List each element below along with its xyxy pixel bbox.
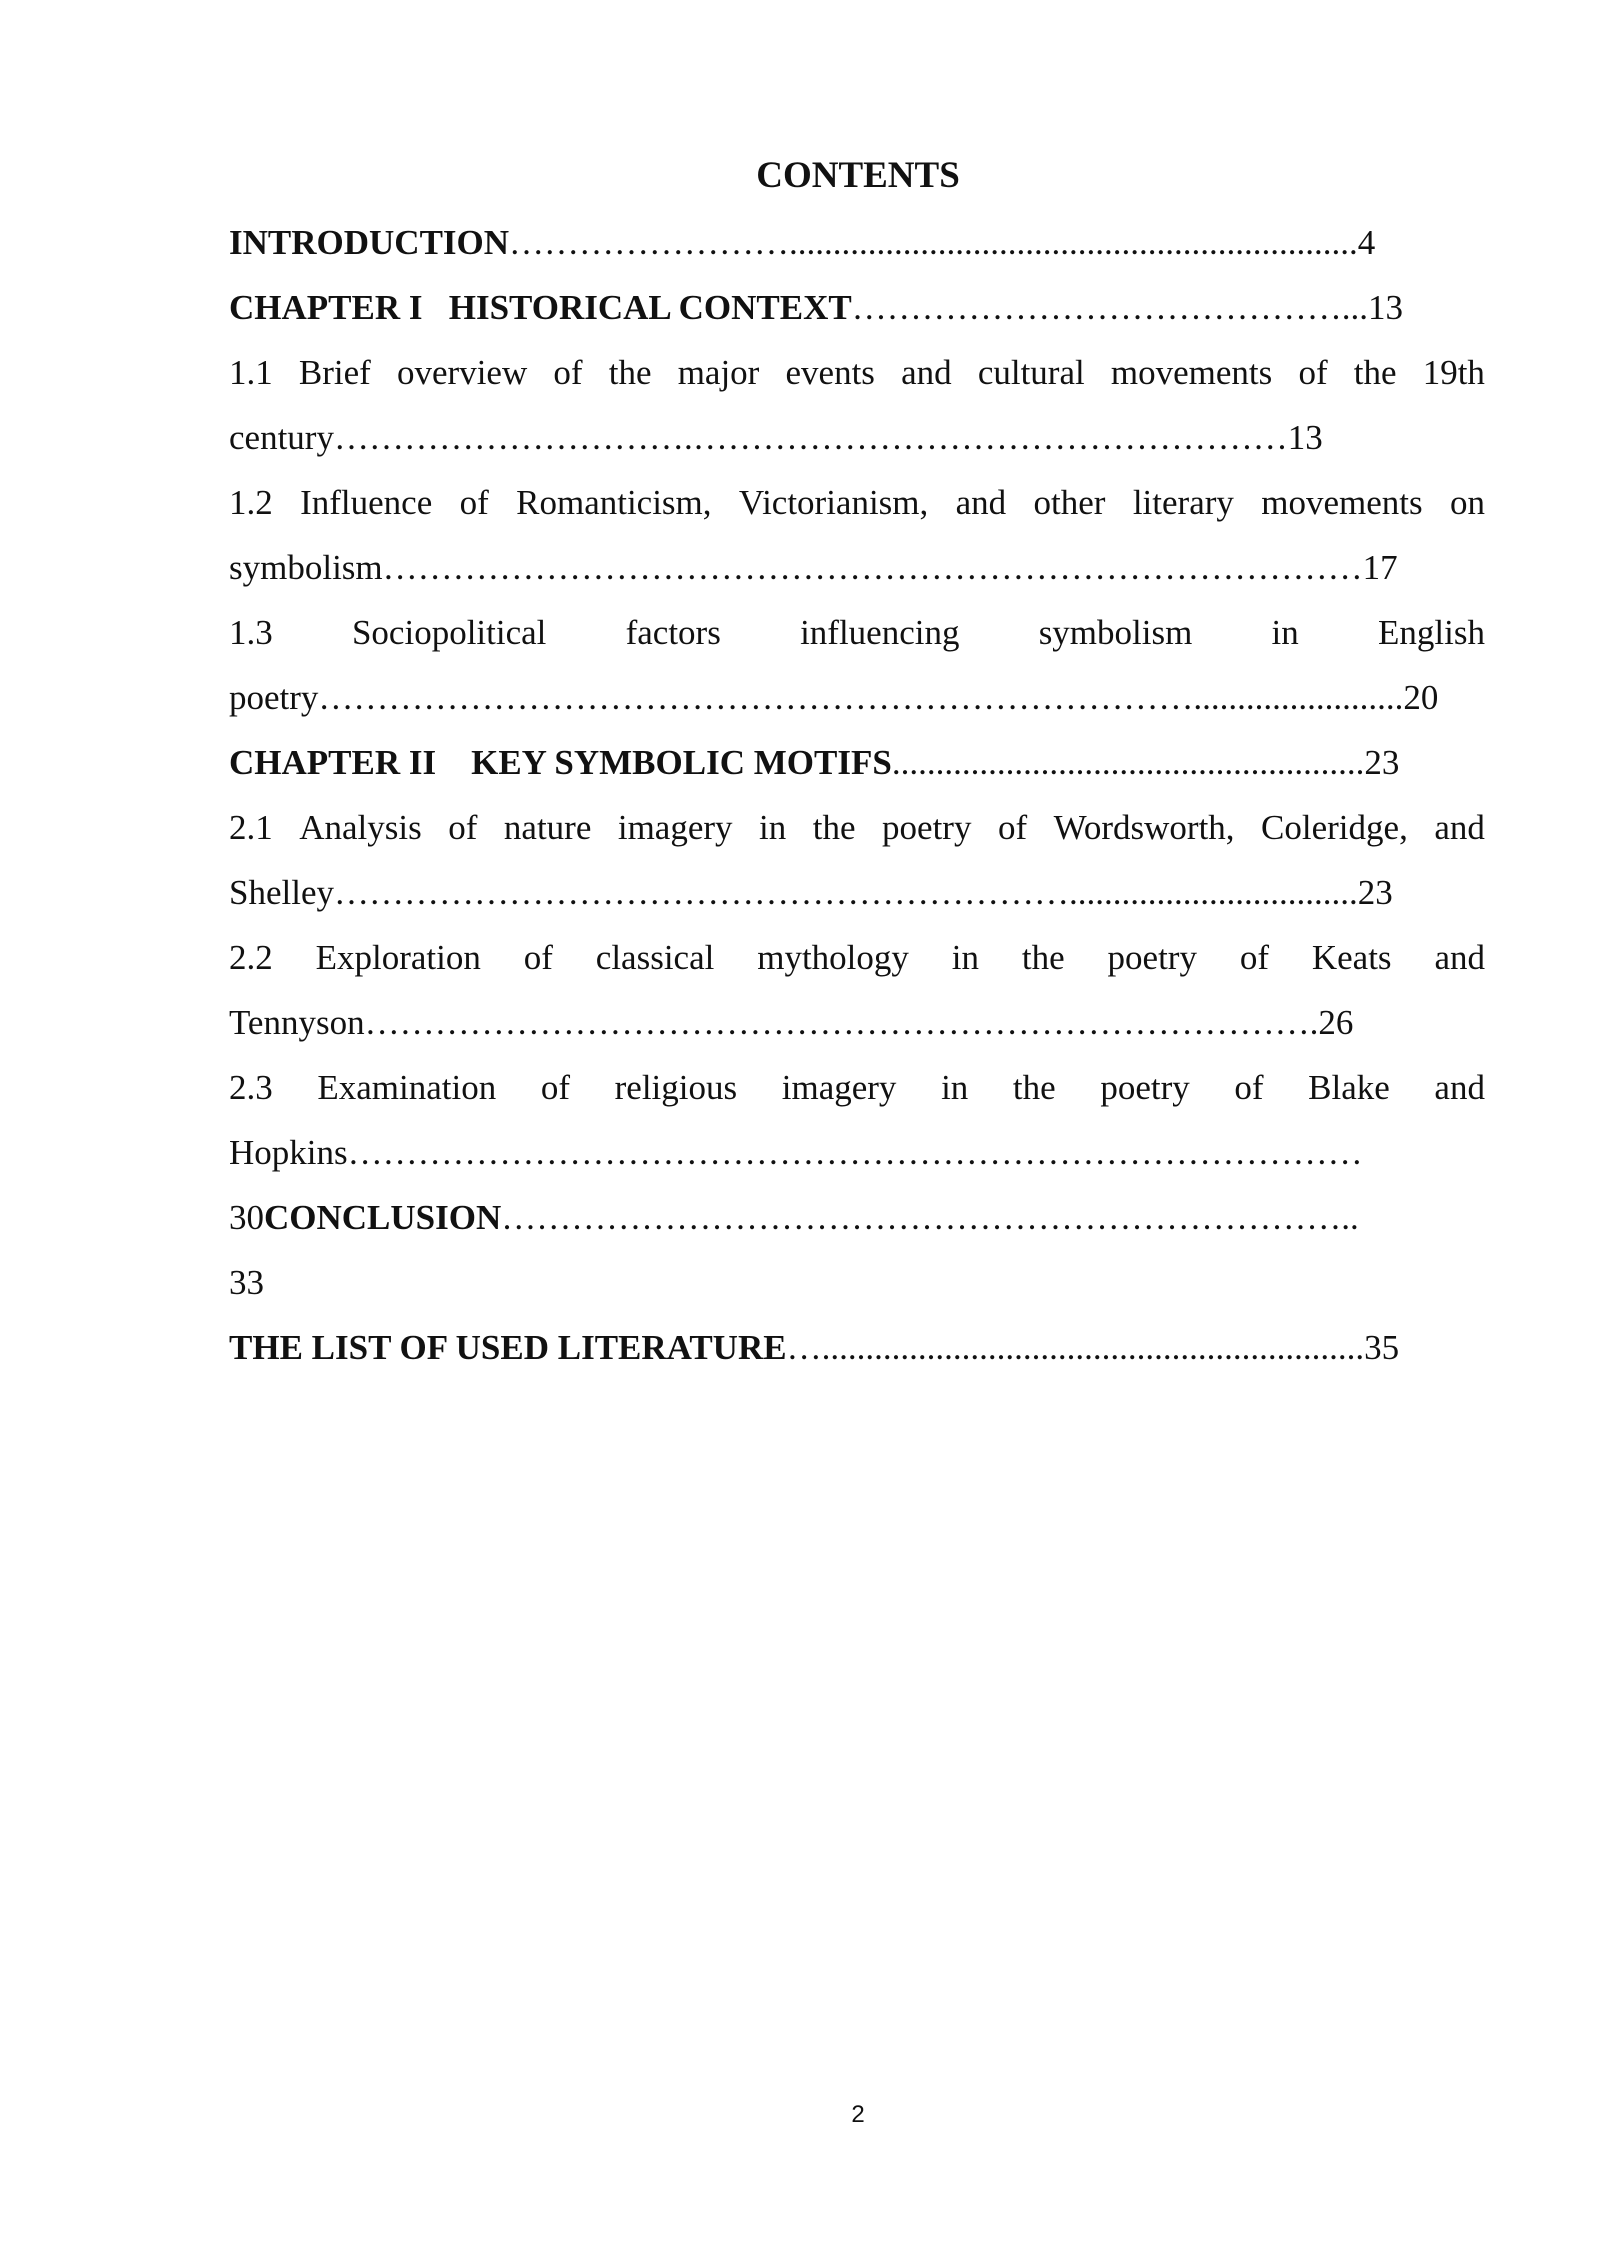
toc-word: Sociopolitical	[351, 613, 547, 652]
toc-entry-1-1-line-2	[229, 405, 1485, 470]
toc-word: Exploration	[315, 938, 481, 977]
toc-page-number: 17	[1362, 548, 1398, 587]
toc-entry-1-1-line-1	[229, 340, 1485, 405]
toc-word: Coleridge,	[1261, 808, 1408, 847]
toc-word: and	[1434, 938, 1485, 977]
toc-word: imagery	[781, 1068, 897, 1107]
toc-word: the	[1012, 1068, 1056, 1107]
toc-page-number: 33	[229, 1263, 264, 1302]
toc-leader: …………………………………………………………………………	[382, 548, 1363, 587]
toc-entry-continuation: symbolism	[229, 548, 383, 587]
toc-word: nature	[503, 808, 592, 847]
toc-word: movements	[1261, 483, 1423, 522]
page-number: 2	[851, 2101, 865, 2128]
toc-word: Blake	[1308, 1068, 1390, 1107]
toc-entry-1-2-line-2	[229, 535, 1485, 600]
toc-word: of	[997, 808, 1028, 847]
toc-page-number: 13	[1287, 418, 1323, 457]
toc-word: major	[677, 353, 760, 392]
toc-entry-continuation: Shelley	[229, 873, 334, 912]
toc-entry-1-2-line-1	[229, 470, 1485, 535]
toc-entry-continuation: poetry	[229, 678, 319, 717]
toc-word: other	[1033, 483, 1106, 522]
toc-entry-2-1-line-1	[229, 795, 1485, 860]
toc-word: in	[941, 1068, 969, 1107]
toc-word: Analysis	[299, 808, 422, 847]
toc-entry-2-1-line-2	[229, 860, 1485, 925]
toc-entry-title: CHAPTER II KEY SYMBOLIC MOTIFS	[229, 743, 892, 782]
toc-word: Wordsworth,	[1053, 808, 1235, 847]
toc-word: cultural	[977, 353, 1085, 392]
toc-page-number: 4	[1357, 223, 1376, 262]
toc-word: and	[1434, 808, 1485, 847]
toc-leader: ……………………………………………………………………….	[364, 1003, 1319, 1042]
toc-word: of	[1298, 353, 1328, 392]
toc-entry-2-3-line-1	[229, 1055, 1485, 1120]
toc-word: on	[1449, 483, 1485, 522]
toc-word: and	[955, 483, 1007, 522]
toc-page-number: 23	[1364, 743, 1400, 782]
toc-word: movements	[1110, 353, 1273, 392]
toc-word: the	[1353, 353, 1397, 392]
toc-word: symbolism	[1038, 613, 1193, 652]
toc-page-number: 30	[229, 1198, 264, 1237]
toc-word: and	[901, 353, 952, 392]
toc-entry-chapter-2	[229, 730, 1485, 795]
toc-leader: ………………………………………………………………..	[501, 1198, 1359, 1237]
toc-page-number: 26	[1318, 1003, 1354, 1042]
toc-word: overview	[397, 353, 528, 392]
toc-entry-2-3-line-2	[229, 1120, 1485, 1185]
toc-word: events	[785, 353, 875, 392]
toc-word: influencing	[800, 613, 960, 652]
toc-word: and	[1434, 1068, 1485, 1107]
toc-leader: ………………………….……………………………………………	[333, 418, 1288, 457]
toc-word: the	[812, 808, 856, 847]
toc-word: English	[1378, 613, 1485, 652]
toc-word: the	[1021, 938, 1065, 977]
toc-leader: ……………………………………………………….................................	[333, 873, 1358, 912]
toc-word: in	[1271, 613, 1299, 652]
toc-entry-chapter-1	[229, 275, 1485, 340]
toc-word: classical	[595, 938, 715, 977]
toc-entry-2-2-line-2	[229, 990, 1485, 1055]
toc-word: imagery	[617, 808, 733, 847]
toc-leader: …………………………………………………………………........................	[318, 678, 1404, 717]
toc-word: Romanticism,	[516, 483, 712, 522]
toc-entry-conclusion	[229, 1185, 1485, 1250]
toc-word: 1.2	[229, 483, 273, 522]
toc-word: of	[459, 483, 489, 522]
toc-entry-title: CHAPTER I HISTORICAL CONTEXT	[229, 288, 852, 327]
toc-word: Keats	[1311, 938, 1392, 977]
toc-word: 2.3	[229, 1068, 273, 1107]
toc-leader: …………………….................................................................	[509, 223, 1358, 262]
toc-entry-1-3-line-2	[229, 665, 1485, 730]
toc-word: 19th	[1422, 353, 1485, 392]
toc-word: Influence	[300, 483, 433, 522]
toc-word: the	[608, 353, 652, 392]
toc-page-number: 13	[1367, 288, 1403, 327]
toc-leader: …..............................................................	[786, 1328, 1365, 1367]
toc-word: religious	[614, 1068, 738, 1107]
toc-word: factors	[625, 613, 721, 652]
toc-word: poetry	[882, 808, 972, 847]
toc-word: Brief	[298, 353, 371, 392]
toc-leader: ……………………………………………………………………………	[347, 1133, 1363, 1172]
toc-page-number: 20	[1403, 678, 1439, 717]
toc-word: 2.1	[229, 808, 273, 847]
toc-word: literary	[1132, 483, 1234, 522]
toc-word: of	[553, 353, 583, 392]
toc-word: 1.1	[229, 353, 273, 392]
toc-word: of	[540, 1068, 571, 1107]
toc-word: in	[759, 808, 787, 847]
contents-heading: CONTENTS	[756, 155, 960, 196]
toc-entry-title: INTRODUCTION	[229, 223, 510, 262]
toc-word: of	[448, 808, 478, 847]
toc-page-number: 35	[1364, 1328, 1400, 1367]
toc-entry-2-2-line-1	[229, 925, 1485, 990]
toc-entry-conclusion-page	[229, 1250, 1485, 1315]
toc-word: 2.2	[229, 938, 273, 977]
toc-page-number: 23	[1357, 873, 1393, 912]
toc-entry-title: THE LIST OF USED LITERATURE	[229, 1328, 787, 1367]
table-of-contents	[229, 210, 1485, 1380]
toc-word: in	[951, 938, 980, 977]
toc-word: of	[1234, 1068, 1264, 1107]
toc-word: Victorianism,	[738, 483, 929, 522]
toc-word: 1.3	[229, 613, 273, 652]
toc-word: of	[523, 938, 553, 977]
toc-word: poetry	[1107, 938, 1197, 977]
toc-entry-continuation: century	[229, 418, 334, 457]
toc-word: Examination	[317, 1068, 497, 1107]
toc-entry-title: CONCLUSION	[264, 1198, 502, 1237]
toc-word: mythology	[757, 938, 909, 977]
toc-word: poetry	[1100, 1068, 1190, 1107]
toc-word: of	[1239, 938, 1269, 977]
toc-leader: ......................................................	[891, 743, 1365, 782]
toc-entry-introduction	[229, 210, 1485, 275]
toc-entry-1-3-line-1	[229, 600, 1485, 665]
toc-entry-continuation: Tennyson	[229, 1003, 365, 1042]
toc-entry-literature	[229, 1315, 1485, 1380]
toc-leader: ……………………………………...	[851, 288, 1368, 327]
toc-entry-continuation: Hopkins	[229, 1133, 348, 1172]
